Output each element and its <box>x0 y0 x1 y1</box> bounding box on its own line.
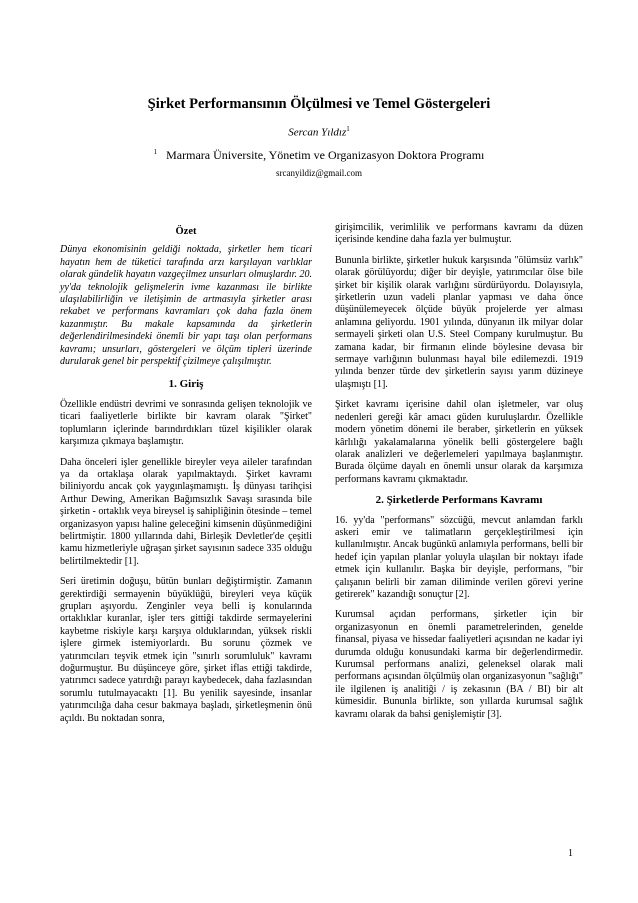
author-sup: 1 <box>346 125 350 133</box>
affiliation-line <box>0 148 638 163</box>
left-column <box>60 222 312 733</box>
abstract-heading: Özet <box>175 226 197 237</box>
affiliation-text: Marmara Üniversite, Yönetim ve Organizasyon Doktora Programı <box>166 148 485 162</box>
section-2-heading: 2. Şirketlerde Performans Kavramı <box>375 494 543 507</box>
section-2-paragraph: Kurumsal açıdan performans, şirketler için bir organizasyonun en önemli parametrelerinden, genelde finansal, piyasa ve hissedar faaliyetleri açısından ne kadar iyi durumda olduğu konusundaki karma bir değerlendirmedir. Kurumsal performans analizi, geleneksel olarak mali performans açısından ölçülmüş olan organizasyonun "sağlığı" ile ilgilenen iş analitiği / iş zekasının (BA / BI) bir alt kümesidir. Bununla birlikte, son yıllarda kurumsal sağlık kavramı olarak da bahsi genişlemiştir [3]. <box>335 609 583 720</box>
abstract-text: Dünya ekonomisinin geldiği noktada, şirketler hem ticari hayatın hem de tüketici tarafında arzı karşılayan varlıklar olarak gündelik hayatın vazgeçilmez unsurları olmuşlardır. 20. yy'da teknolojik gelişmelerin ivme kazanması ile birlikte ulaşılabilirliğin ve iletişimin de artmasıyla şirketler arası rekabet ve performans kavramları çok daha fazla önem kazanmıştır. Bu makale kapsamında da şirketlerin değerlendirilmesindeki önemli bir yapı taşı olan performans kavramı; unsurları, göstergeleri ve ölçüm tipleri üzerinde durularak genel bir perspektif çizilmeye çalışılmıştır. <box>60 244 312 368</box>
author-name: Sercan Yıldız <box>288 126 347 139</box>
author-line <box>0 125 638 139</box>
affiliation-sup: 1 <box>153 148 158 156</box>
right-paragraph: Şirket kavramı içerisine dahil olan işletmeler, var oluş nedenleri gereği kâr amacı güden kuruluşlardır. Özellikle modern yönetim dönemi ile beraber, şirketlerin en yüksek kârlılığı yakalamalarına yönelik belli göstergelere bağlı olarak analizleri ve değerlemeleri yapılmaya başlanmıştır. Burada ölçüme dayalı en önemli unsur olarak da karşımıza performans kavramı çıkmaktadır. <box>335 399 583 485</box>
section-1-paragraph: Özellikle endüstri devrimi ve sonrasında gelişen teknolojik ve ticari faaliyetlerle birlikte bir kavram olarak "Şirket" toplumların içlerinde barındırdıkları tüzel kişilikler olarak karşımıza çıkmaya başlamıştır. <box>60 398 312 448</box>
section-2-paragraph: 16. yy'da "performans" sözcüğü, mevcut anlamdan farklı askeri emir ve talimatların gerçekleştirilmesi için kullanılmıştır. Ancak bugünkü anlamıyla performans, belli bir hedef için yapılan planlar yoluyla ulaşılan bir noktayı ifade etmek için kullanılır. Başka bir deyişle, performans, "bir çalışanın belirli bir zaman diliminde verilen görevi yerine getirerek" kazandığı sonuçtur [2]. <box>335 514 583 600</box>
section-1-paragraph: Daha önceleri işler genellikle bireyler veya aileler tarafından ya da ortaklaşa olarak yapılmaktaydı. Şirket kavramı biliniyordu ancak çok yaygınlaşmamıştı. İş dünyası tarihçisi Arthur Dewing, Amerikan Bağımsızlık Savaşı sırasında bile şirketin - ortaklık veya bireysel iş sahipliğinin ötesinde – temel organizasyon yapısı haline geleceğini kimsenin düşünmediğini belirtmiştir. 1800 yıllarında dahi, Birleşik Devletler'de çeşitli kamu hizmetleriyle uğraşan şirket sayısının sadece 335 olduğu belirtilmektedir [1]. <box>60 456 312 567</box>
right-column <box>335 222 583 729</box>
page-number: 1 <box>568 848 573 859</box>
section-1-heading: 1. Giriş <box>168 378 204 391</box>
right-paragraph: Bununla birlikte, şirketler hukuk karşısında "ölümsüz varlık" olarak görülüyordu; diğer bir deyişle, yatırımcılar ölse bile şirket bir kişilik olarak varlığını sürdürüyordu. Dolayısıyla, şirketlerin uzun vadeli planlar yapması ve daha önce düşünülemeyecek ölçüde büyük projelerde yer alması anlamına geliyordu. 1901 yılında, dünyanın ilk milyar dolar sermayeli şirketi olan U.S. Steel Company kurulmuştur. Bu zamana kadar, bir firmanın elinde böylesine devasa bir sermaye varlığının bulunması hayal bile edilemezdi. 1919 yılında benzer türde dev şirketlerin sayısı yarım düzineye ulaşmıştı [1]. <box>335 254 583 390</box>
right-paragraph: girişimcilik, verimlilik ve performans kavramı da düzen içerisinde kendine daha fazla yer bulmuştur. <box>335 222 583 246</box>
paper-title: Şirket Performansının Ölçülmesi ve Temel Göstergeleri <box>147 96 491 112</box>
section-1-paragraph: Seri üretimin doğuşu, bütün bunları değiştirmiştir. Zamanın gerektirdiği sermayenin büyüklüğü, bireyleri veya küçük grupları aşıyordu. Zenginler veya belli iş konularında ortaklıklar kuranlar, işler ters gittiği takdirde sermayelerini kaybetme riskiyle karşı karşıya olduklarından, yüksek riskli işlere girmek istemiyorlardı. Bu sorunu çözmek ve yatırımcıları teşvik etmek için "sınırlı sorumluluk" kavramı doğurmuştur. Bu düşünceye göre, şirket iflas ettiği takdirde, yatırımcı sadece yatırdığı parayı kaybedecek, daha fazlasından sorumlu tutulmayacaktı [1]. Bu yenilik sayesinde, insanlar yatırımcılığa daha cesur bakmaya başladı, şirketleşmenin önü açıldı. Bu noktadan sonra, <box>60 576 312 724</box>
author-email[interactable]: srcanyildiz@gmail.com <box>275 168 362 178</box>
